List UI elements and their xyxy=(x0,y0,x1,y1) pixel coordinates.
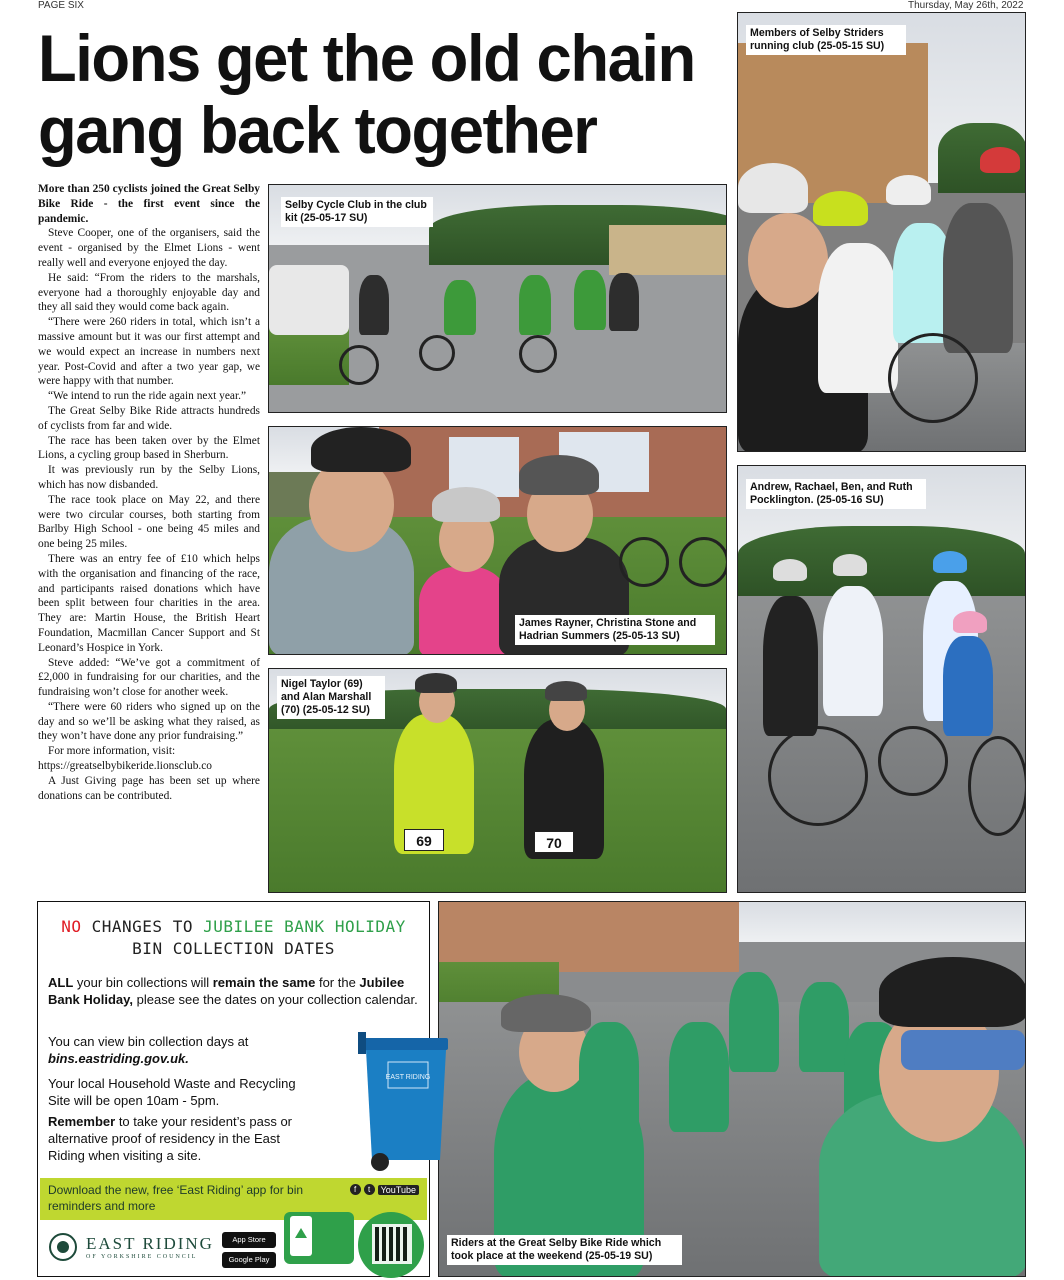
qr-code-icon[interactable] xyxy=(372,1224,412,1264)
social-links xyxy=(350,1184,419,1195)
page-number: PAGE SIX xyxy=(38,0,84,11)
photo-rayner-stone-summers xyxy=(268,426,727,655)
photo-caption: Members of Selby Striders running club (25-05-15 SU) xyxy=(746,25,906,55)
issue-date: Thursday, May 26th, 2022 xyxy=(908,0,1024,11)
logo-subtitle: OF YORKSHIRE COUNCIL xyxy=(86,1254,198,1260)
article-paragraph: It was previously run by the Selby Lions, which has now disbanded. xyxy=(38,464,260,491)
wheelie-bin-icon xyxy=(358,1032,448,1172)
advert-paragraph-1: ALL your bin collections will remain the same for the Jubilee Bank Holiday, please see the dates on your collection calendar. xyxy=(48,975,418,1007)
bins-link[interactable]: bins.eastriding.gov.uk. xyxy=(48,1051,189,1066)
twitter-icon[interactable]: t xyxy=(364,1184,375,1195)
article-lead: More than 250 cyclists joined the Great Selby Bike Ride - the first event since the pandemic. xyxy=(38,183,260,225)
article-paragraph: The Great Selby Bike Ride attracts hundreds of cyclists from far and wide. xyxy=(38,404,260,432)
photo-caption: James Rayner, Christina Stone and Hadrian Summers (25-05-13 SU) xyxy=(515,615,715,645)
photo-riders-great-selby-bike-ride xyxy=(438,901,1026,1277)
facebook-icon[interactable]: f xyxy=(350,1184,361,1195)
article-paragraph: A Just Giving page has been set up where donations can be contributed. xyxy=(38,774,260,802)
bin-label: EAST RIDING xyxy=(385,1074,431,1081)
app-download-band xyxy=(40,1178,427,1220)
phone-recycle-icon xyxy=(284,1212,354,1264)
photo-caption: Selby Cycle Club in the club kit (25-05-17 SU) xyxy=(281,197,433,227)
article-paragraph: There was an entry fee of £10 which helps with the organisation and financing of the race, and participants raised donations which have been split between four charities in the area. They are: Martin House, the British Heart Foundation, Macmillan Cancer Support and St Leonard’s Hospice in York. xyxy=(38,552,260,654)
article-link[interactable]: https://greatselbybikeride.lionsclub.co xyxy=(38,760,212,773)
advert-paragraph-3: Your local Household Waste and Recycling Site will be open 10am - 5pm. xyxy=(48,1076,296,1108)
photo-caption: Nigel Taylor (69) and Alan Marshall (70) (25-05-12 SU) xyxy=(277,676,385,719)
bin-collection-advert xyxy=(37,901,430,1277)
photo-caption: Riders at the Great Selby Bike Ride which took place at the weekend (25-05-19 SU) xyxy=(447,1235,682,1265)
advert-title-line2: BIN COLLECTION DATES xyxy=(132,939,335,958)
article-paragraph: “There were 260 riders in total, which isn’t a massive amount but it was our first attempt and we would expect an increase in numbers next year. Post-Covid and after a two year gap, we were happy with that number. xyxy=(38,316,260,388)
google-play-badge[interactable]: Google Play xyxy=(222,1252,276,1268)
advert-title-green: JUBILEE BANK HOLIDAY xyxy=(203,917,406,936)
article-paragraph: The race took place on May 22, and there were two circular courses, both starting from Barlby High School - one being 45 miles and one being 25 miles. xyxy=(38,493,260,551)
headline: Lions get the old chain gang back together xyxy=(38,21,695,167)
youtube-icon[interactable]: YouTube xyxy=(378,1185,419,1195)
photo-taylor-marshall xyxy=(268,668,727,893)
advert-title-mid: CHANGES TO xyxy=(81,917,204,936)
article-paragraph: “We intend to run the ride again next year.” xyxy=(48,390,247,403)
race-bib: 69 xyxy=(404,829,444,851)
east-riding-logo xyxy=(48,1232,214,1262)
logo-name: EAST RIDING xyxy=(86,1234,214,1253)
photo-caption: Andrew, Rachael, Ben, and Ruth Pocklington. (25-05-16 SU) xyxy=(746,479,926,509)
article-paragraph: Steve added: “We’ve got a commitment of £2,000 in fundraising for our charities, and the fundraising won’t close for another week. xyxy=(38,656,260,699)
photo-selby-striders xyxy=(737,12,1026,452)
app-store-badge[interactable]: App Store xyxy=(222,1232,276,1248)
race-bib: 70 xyxy=(534,831,574,853)
article-paragraph: He said: “From the riders to the marshals, everyone had a thoroughly enjoyable day and they all said they would come back again. xyxy=(38,271,260,314)
advert-paragraph-4: Remember to take your resident’s pass or alternative proof of residency in the East Riding when visiting a site. xyxy=(48,1114,292,1163)
rose-crest-icon xyxy=(48,1232,78,1262)
app-download-text: Download the new, free ‘East Riding’ app for bin reminders and more xyxy=(48,1183,304,1213)
advert-title-no: NO xyxy=(61,917,82,936)
photo-selby-cycle-club xyxy=(268,184,727,413)
article-paragraph: The race has been taken over by the Elmet Lions, a cycling group based in Sherburn. xyxy=(38,434,260,462)
article-paragraph: Steve Cooper, one of the organisers, said the event - organised by the Elmet Lions - went really well and everyone enjoyed the day. xyxy=(38,227,260,269)
article-paragraph: “There were 60 riders who signed up on the day and so we’ll be asking what they raised, as they won’t have done any prior fundraising.” xyxy=(38,700,260,743)
advert-paragraph-2: You can view bin collection days at bins.eastriding.gov.uk. xyxy=(48,1034,249,1066)
article-paragraph: For more information, visit: xyxy=(48,745,176,758)
photo-pocklington-family xyxy=(737,465,1026,893)
article-body xyxy=(38,182,260,803)
advert-title xyxy=(38,916,429,960)
